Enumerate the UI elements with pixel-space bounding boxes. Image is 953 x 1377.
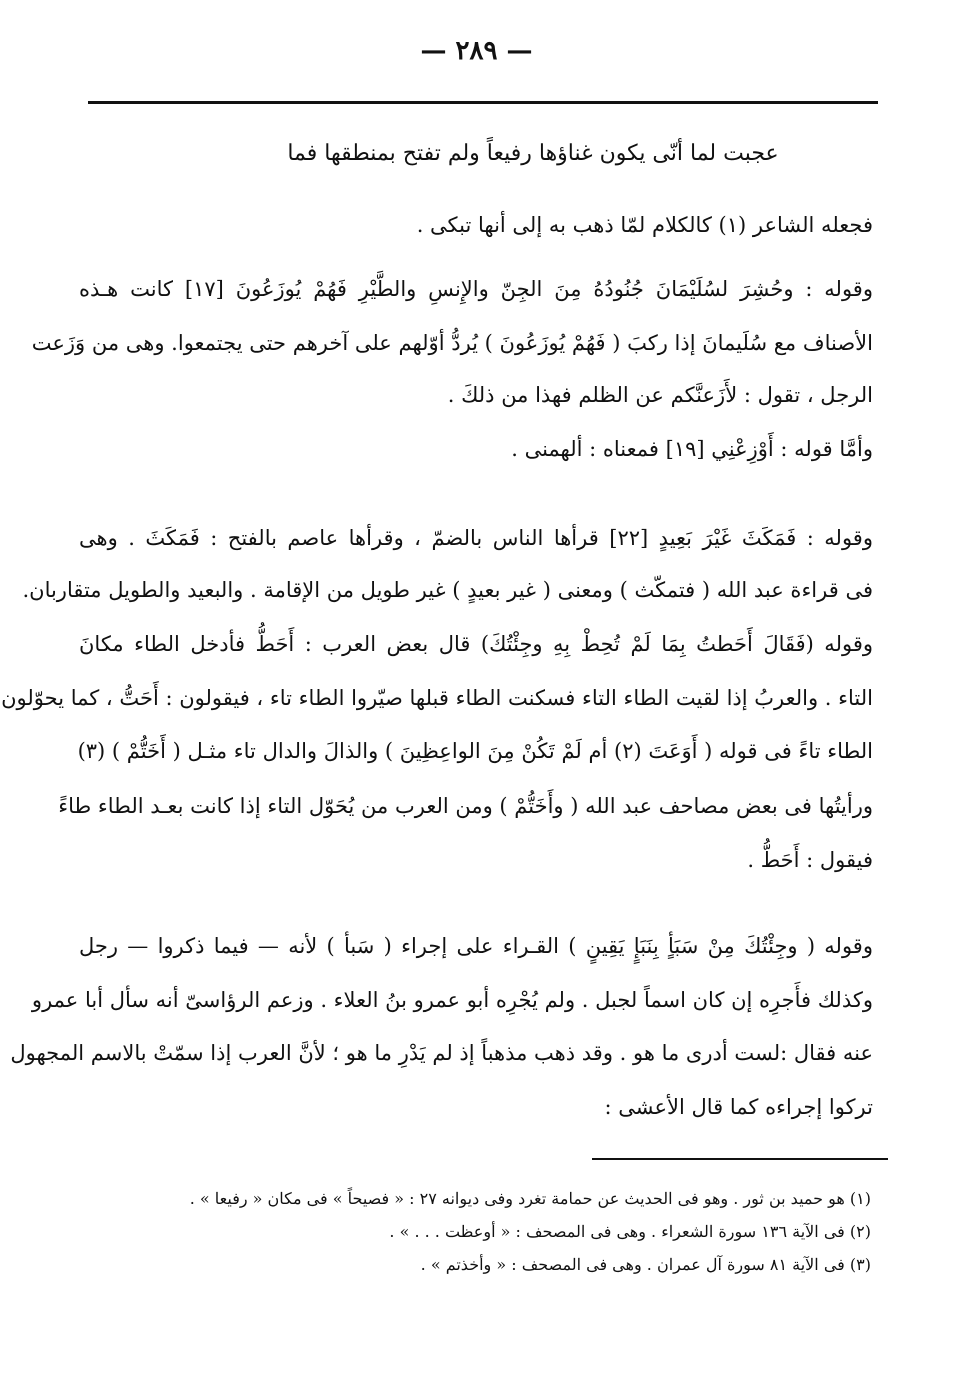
header-rule [88, 101, 878, 104]
text-line: تركوا إجراءه كما قال الأعشى : [604, 1095, 873, 1119]
text-line: عنه فقال :لست أدرى ما هو . وقد ذهب مذهباً إذ لم يَدْرِ ما هو ؛ لأنَّ العرب إذا سمّتْ بالاسم المجهول [10, 1041, 873, 1065]
text-line: الطاء تاءً فى قوله ( أَوَعَتَ (٢) أم لَمْ تَكُنْ مِنَ الواعِظِينَ ) والذالَ والدال تاء مثـل ( أَخَتُّمْ ) (٣) [77, 739, 873, 763]
text-line: ورأيتُها فى بعض مصاحف عبد الله ( وأَخَتُّمْ ) ومن العرب من يُحَوّل التاء إذا كانت بعـد الطاء طاءً [58, 794, 873, 818]
text-line: الرجل ، تقول : لأَزَعنَّكم عن الظلم فهذا من ذلكَ . [447, 383, 873, 407]
text-line: وكذلك فأَجرِه إن كان اسماً لجبل . ولم يُجْرِه أبو عمرو بنُ العلاء . وزعم الرؤاسىّ أنه سأل أبا عمرو [31, 988, 873, 1012]
footnote: (٣) فى الآية ٨١ سورة آل عمران . وهى فى المصحف : « وأخذتم » . [420, 1255, 871, 1274]
text-line: وقوله ( وجِئْتُكَ مِنْ سَبَأٍ بِنَبَإٍ يَقِينٍ ) القـراء على إجراء ( سَبأ ) لأنه — فيما ذكروا — رجل [79, 934, 873, 958]
footnote: (١) هو حميد بن ثور . وهو فى الحديث عن حمامة تغرد وفى ديوانه ٢٧ : « فصيحاً » فى مكان « رفيعا » . [189, 1189, 871, 1208]
text-line: وقوله : فَمَكَثَ غَيْرَ بَعِيدٍ [٢٢] قرأها الناس بالضمّ ، وقرأها عاصم بالفتح : فَمَكَثَ . وهى [79, 526, 873, 550]
text-line: وأمَّا قوله : أَوْزِعْنِي [١٩] فمعناه : ألهمنى . [511, 437, 873, 461]
text-line: فيقول : أَحَطُّ . [747, 848, 873, 872]
text-line: التاء . والعربُ إذا لقيت الطاء التاء فسكنت الطاء قبلها صيّروا الطاء تاء ، فيقولون : أَحَتُّ ، كما يحوّلون [1, 686, 873, 710]
page-number: — ٢٨٩ — [420, 36, 533, 66]
footnote-rule [592, 1158, 888, 1160]
text-line: وقوله : وحُشِرَ لسُلَيْمَانَ جُنُودُهُ مِنَ الجِنّ والإِنسِ والطَّيْرِ فَهُمْ يُوزَعُونَ [١٧] كانت هـذه [79, 277, 873, 301]
text-line: فى قراءة عبد الله ( فتمكّث ) ومعنى ( غير بعيدٍ ) غير طويل من الإقامة . والبعيد والطويل متقاربان. [22, 578, 873, 602]
text-line: وقوله (فَقَالَ أَحَطتُ بِمَا لَمْ تُحِطْ بِهِ وجِئْتُكَ) قال بعض العرب : أَحَطُّ فأدخل الطاء مكانَ [79, 632, 873, 656]
footnote: (٢) فى الآية ١٣٦ سورة الشعراء . وهى فى المصحف : « أوعظت . . . » . [389, 1222, 871, 1241]
poetry-verse: عجبت لما أنّى يكون غناؤها رفيعاً ولم تفتح بمنطقها فما [287, 141, 779, 166]
text-line: الأصناف مع سُلَيمانَ إذا ركبَ ( فَهُمْ يُوزَعُونَ ) يُردُّ أوّلهم على آخرهم حتى يجتمعوا. وهى من وَزَعت [31, 331, 873, 355]
text-line: فجعله الشاعر (١) كالكلام لمّا ذهب به إلى أنها تبكى . [416, 213, 873, 237]
